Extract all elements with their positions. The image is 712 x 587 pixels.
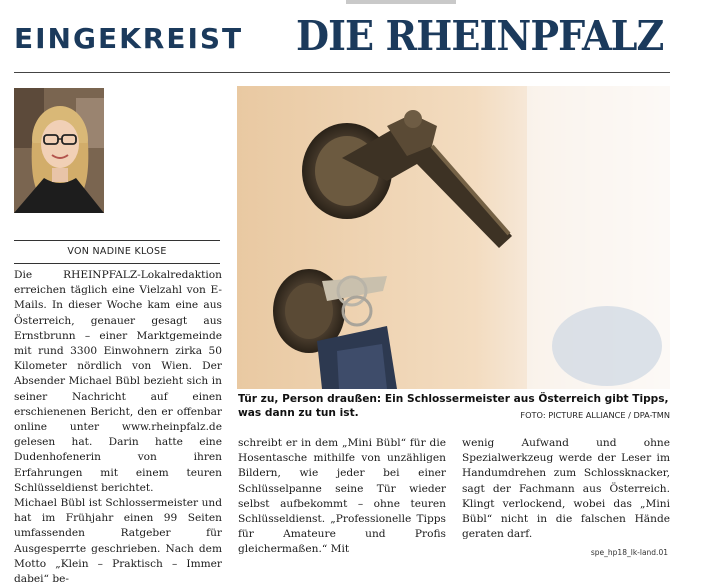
page-code: spe_hp18_lk-land.01	[590, 548, 668, 557]
article-column-1	[14, 268, 222, 587]
paragraph-2: Michael Bübl ist Schlossermeister und hat im Frühjahr einen 99 Seiten umfassenden Ratgeber für Ausgesperrte geschrieben. Nach dem Motto „Klein – Praktisch – Immer dabei“ be-	[14, 497, 222, 586]
author-portrait	[14, 88, 104, 213]
article-photo	[237, 86, 670, 389]
column-3-text: wenig Aufwand und ohne Spezialwerkzeug werde der Leser im Handumdrehen zum Schlossknacker, sagt der Fachmann aus Österreich. Klingt verlockend, wobei das „Mini Bübl“ nicht in die falschen Hände geraten darf.	[462, 437, 670, 541]
cut-off-previous-article	[346, 0, 456, 4]
column-title: EINGEKREIST	[14, 22, 244, 55]
byline: VON NADINE KLOSE	[67, 246, 167, 257]
byline-box	[14, 240, 220, 264]
article-column-3	[462, 436, 670, 542]
article-column-2	[238, 436, 446, 558]
photo-caption: Tür zu, Person draußen: Ein Schlossermeister aus Österreich gibt Tipps, was dann zu tun ist.	[238, 393, 669, 419]
newspaper-masthead: DIE RHEINPFALZ	[296, 12, 664, 60]
photo-credit: FOTO: PICTURE ALLIANCE / DPA-TMN	[520, 410, 670, 420]
column-2-text: schreibt er in dem „Mini Bübl“ für die Hosentasche mithilfe von unzähligen Bildern, wie jeder bei einer Schlüsselpanne seine Tür wieder selbst aufbekommt – ohne teuren Schlüsseldienst. „Professionelle Tipps für Amateure und Profis gleichermaßen.“ Mit	[238, 437, 446, 556]
paragraph-1: Die RHEINPFALZ-Lokalredaktion erreichen täglich eine Vielzahl von E-Mails. In dieser Woche kam eine aus Österreich, genauer gesagt aus Ernstbrunn – einer Marktgemeinde mit rund 3300 Einwohnern zirka 50 Kilometer nördlich von Wien. Der Absender Michael Bübl bezieht sich in seiner Nachricht auf einen erschienenen Bericht, den er offenbar online unter www.rheinpfalz.de gelesen hat. Darin hatte eine Dudenhofenerin von ihren Erfahrungen mit einem teuren Schlüsseldienst berichtet.	[14, 269, 222, 494]
header-rule	[14, 72, 670, 73]
